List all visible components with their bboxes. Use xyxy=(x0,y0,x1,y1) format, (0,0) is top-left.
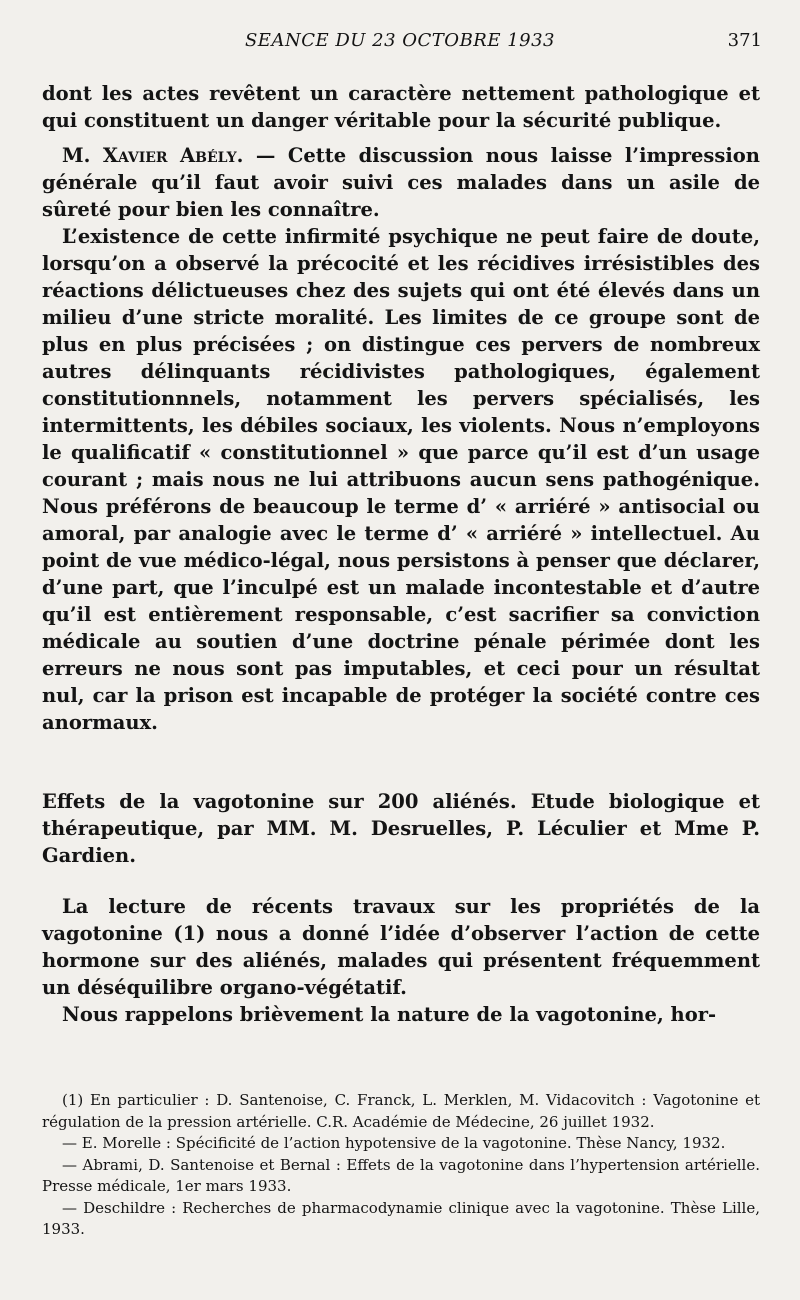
paragraph-lecture: La lecture de récents travaux sur les propriétés de la vagotonine (1) nous a donné l’idée d’observer l’action de cette hormone sur des aliénés, malades qui présentent fréquemment un déséquilibre organo-végétatif. xyxy=(42,895,760,999)
speaker-text: — Cette discussion nous laisse l’impression générale qu’il faut avoir suivi ces malades dans un asile de sûreté pour bien les connaître. xyxy=(42,144,760,221)
footnote-3: — Abrami, D. Santenoise et Bernal : Effets de la vagotonine dans l’hypertension artérielle. Presse médicale, 1er mars 1933. xyxy=(42,1155,760,1195)
running-header xyxy=(0,30,800,58)
footnote-1: (1) En particulier : D. Santenoise, C. Franck, L. Merklen, M. Vidacovitch : Vagotonine et régulation de la pression artérielle. C.R. Académie de Médecine, 26 juillet 1932. xyxy=(42,1091,760,1131)
paragraph-existence: L’existence de cette infirmité psychique ne peut faire de doute, lorsqu’on a observé la précocité et les récidives irrésistibles des réactions délictueuses chez des sujets qui ont été élevés dans un milieu d’une stricte moralité. Les limites de ce groupe sont de plus en plus précisées ; on distingue ces pervers de nombreux autres délinquants récidivistes pathologiques, également constitutionnnels, notamment les pervers spécialisés, les intermittents, les débiles sociaux, les violents. Nous n’employons le qualificatif « constitutionnel » que parce qu’il est d’un usage courant ; mais nous ne lui attribuons aucun sens pathogénique. Nous préférons de beaucoup le terme d’ « arriéré » antisocial ou amoral, par analogie avec le terme d’ « arriéré » intellectuel. Au point de vue médico-légal, nous persistons à penser que déclarer, d’une part, que l’inculpé est un malade incontestable et d’autre qu’il est entièrement responsable, c’est sacrifier sa conviction médicale au soutien d’une doctrine pénale périmée dont les erreurs ne nous sont pas imputables, et ceci pour un résultat nul, car la prison est incapable de protéger la société contre ces anormaux. xyxy=(42,225,760,734)
paragraph-abely xyxy=(42,142,760,223)
footnotes xyxy=(42,1090,760,1241)
page-number: 371 xyxy=(727,30,762,51)
body-text xyxy=(42,80,760,1028)
paragraph-rappel: Nous rappelons brièvement la nature de la vagotonine, hor- xyxy=(62,1003,717,1026)
speaker-name: M. Xavier Abély. xyxy=(62,144,244,167)
section-title: Effets de la vagotonine sur 200 aliénés. Etude biologique et thérapeutique, par MM. M. Desruelles, P. Léculier et Mme P. Gardien. xyxy=(42,790,760,867)
footnote-4: — Deschildre : Recherches de pharmacodynamie clinique avec la vagotonine. Thèse Lille, 1933. xyxy=(42,1198,760,1238)
running-title: SEANCE DU 23 OCTOBRE 1933 xyxy=(244,30,556,51)
footnote-2: — E. Morelle : Spécificité de l’action hypotensive de la vagotonine. Thèse Nancy, 1932. xyxy=(62,1134,726,1152)
paragraph-continuation: dont les actes revêtent un caractère nettement pathologique et qui constituent un danger véritable pour la sécurité publique. xyxy=(42,82,760,132)
